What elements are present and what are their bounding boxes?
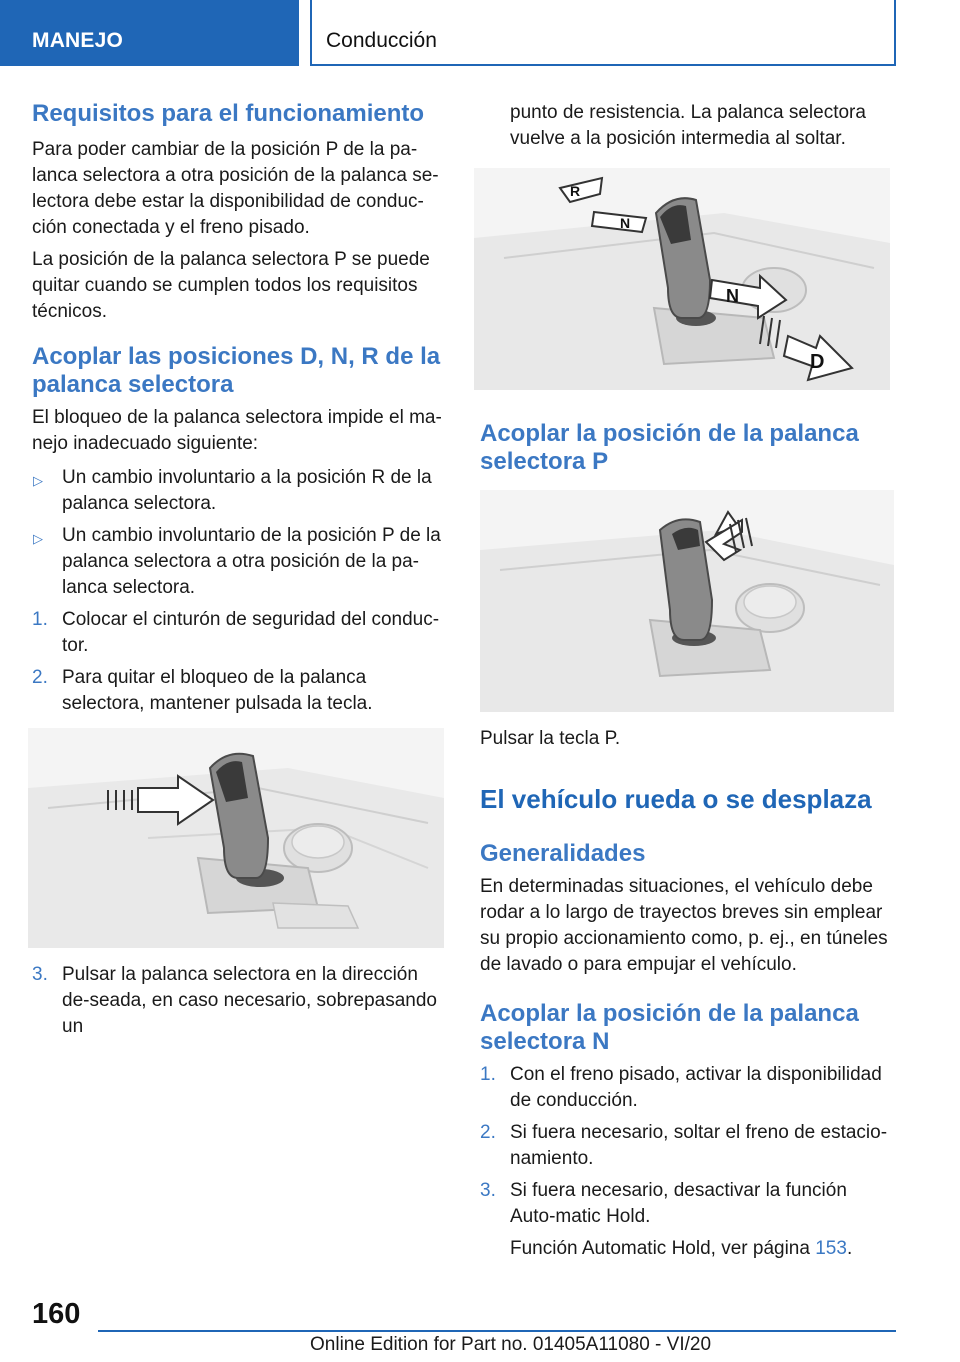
figure-p-button <box>480 490 894 712</box>
list-item: ▷ Un cambio involuntario a la posición R de la palanca selectora. <box>33 467 432 514</box>
step-item: 1. Colocar el cinturón de seguridad del conduc-tor. <box>32 609 440 656</box>
label-r: R <box>570 183 581 199</box>
step-item: 2. Para quitar el bloqueo de la palanca selectora, mantener pulsada la tecla. <box>32 667 373 714</box>
footer-divider <box>98 1330 896 1332</box>
chapter-title: Conducción <box>326 29 437 52</box>
footer-edition: Online Edition for Part no. 01405A11080 - VI/20 <box>310 1334 712 1355</box>
heading-generalidades: Generalidades <box>480 840 646 867</box>
label-n-small: N <box>620 215 631 231</box>
heading-acoplar-p: Acoplar la posición de la palanca selectora P <box>480 420 859 475</box>
shift-pattern-illustration <box>474 168 890 390</box>
step-item: 1. Con el freno pisado, activar la disponibilidad de conducción. <box>480 1064 882 1111</box>
triangle-bullet-icon: ▷ <box>33 531 43 546</box>
paragraph-generalidades: En determinadas situaciones, el vehículo debe rodar a lo largo de trayectos breves sin emplear su propio accionamiento como, p. ej., en túneles de lavado o para empujar el vehículo. <box>480 876 888 975</box>
page-link-153[interactable]: 153 <box>815 1238 847 1259</box>
paragraph-bloqueo: El bloqueo de la palanca selectora impide el ma-nejo inadecuado siguiente: <box>32 407 442 454</box>
triangle-bullet-icon: ▷ <box>33 473 43 488</box>
gear-lever-illustration <box>28 728 444 948</box>
chapter-tab <box>310 0 896 66</box>
page-number: 160 <box>32 1298 81 1330</box>
bullet-list <box>32 465 444 717</box>
heading-acoplar-n: Acoplar la posición de la palanca selectora N <box>480 1000 859 1055</box>
section-tab <box>0 0 299 66</box>
step-list-n <box>480 1062 894 1262</box>
list-item: ▷ Un cambio involuntario de la posición P de la palanca selectora a otra posición de la pa-lanca selectora. <box>33 525 441 598</box>
p-button-illustration <box>480 490 894 712</box>
heading-acoplar-dnr: Acoplar las posiciones D, N, R de la palanca selectora <box>32 343 441 398</box>
paragraph-pulsar: Pulsar la tecla P. <box>480 728 621 749</box>
paragraph-requisitos-1: Para poder cambiar de la posición P de la pa-lanca selectora a otra posición de la palanca se-lectora debe estar la disponibilidad de conduc-ción conectada y el freno pisado. <box>32 139 439 238</box>
figure-shift-pattern <box>474 168 890 390</box>
label-d: D <box>810 351 825 373</box>
paragraph-continued: punto de resistencia. La palanca selectora vuelve a la posición intermedia al soltar. <box>510 102 866 149</box>
section-title: MANEJO <box>32 29 124 52</box>
cross-reference: Función Automatic Hold, ver página 153. <box>510 1238 853 1259</box>
right-column <box>480 100 894 1259</box>
heading-requisitos: Requisitos para el funcionamiento <box>32 100 425 127</box>
paragraph-requisitos-2: La posición de la palanca selectora P se puede quitar cuando se cumplen todos los requisitos técnicos. <box>32 249 430 322</box>
label-n-large: N <box>726 286 739 306</box>
step-list-continued <box>32 962 444 1040</box>
left-column <box>32 100 444 1037</box>
heading-rueda: El vehículo rueda o se desplaza <box>480 784 872 814</box>
step-item: 3. Pulsar la palanca selectora en la dirección de-seada, en caso necesario, sobrepasando un <box>32 964 437 1037</box>
figure-lever-button <box>28 728 444 948</box>
step-item: 3. Si fuera necesario, desactivar la función Auto-matic Hold. <box>480 1180 847 1227</box>
step-item: 2. Si fuera necesario, soltar el freno de estacio-namiento. <box>480 1122 888 1169</box>
